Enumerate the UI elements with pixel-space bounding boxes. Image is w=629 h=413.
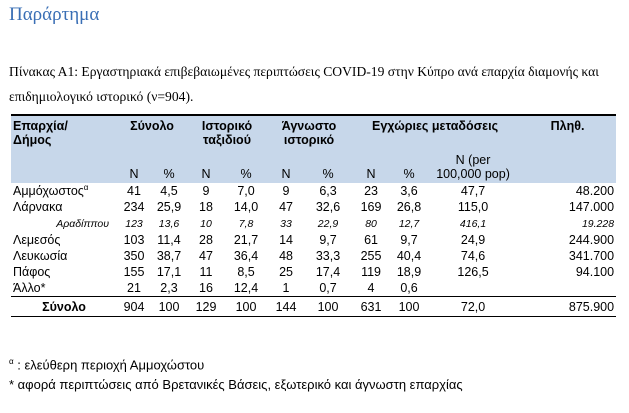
- cell-total-pct: 13,6: [158, 217, 180, 230]
- footnote-a-text: : ελεύθερη περιοχή Αμμοχώστου: [13, 357, 205, 373]
- cell-unknown-pct: 17,4: [315, 265, 341, 279]
- cell-local-pct: 3,6: [400, 184, 418, 198]
- cell-region: [11, 232, 117, 248]
- region-footnote-mark: α: [83, 183, 89, 193]
- cell-unknown-pct: 32,6: [315, 200, 341, 214]
- subheader-n: N: [187, 149, 225, 183]
- table-row: [11, 199, 616, 215]
- cell-rate: 126,5: [457, 265, 489, 279]
- cell-total-n: 103: [123, 233, 145, 247]
- cell-region: [11, 248, 117, 264]
- header-row-1: [11, 115, 616, 149]
- header-unknown: [267, 115, 351, 149]
- cell-unknown-n: 47: [279, 200, 293, 214]
- header-unknown-text: Άγνωστο ιστορικό: [281, 119, 337, 147]
- cell-travel-n: 16: [199, 281, 213, 295]
- cell-travel-pct: 8,5: [237, 265, 255, 279]
- cell-rate: 74,6: [460, 249, 486, 263]
- cell-travel-n: 129: [187, 297, 225, 317]
- cell-total-pct: 2,3: [160, 281, 178, 295]
- cell-unknown-n: 33: [280, 217, 292, 230]
- cell-total-n: 234: [123, 200, 145, 214]
- cell-travel-pct: 21,7: [233, 233, 259, 247]
- cell-unknown-pct: 22,9: [317, 217, 339, 230]
- cell-unknown-n: 9: [282, 184, 290, 198]
- cell-local-pct: 100: [391, 297, 427, 317]
- region-name: Αμμόχωστος: [13, 184, 84, 199]
- cell-rate: 416,1: [459, 217, 487, 230]
- header-region-text: Επαρχία/ Δήμος: [13, 119, 68, 147]
- cell-unknown-n: 144: [267, 297, 305, 317]
- subheader-pct: %: [305, 149, 351, 183]
- cell-local-n: 255: [360, 249, 382, 263]
- cell-total-pct: 11,4: [157, 233, 181, 247]
- header-local: Εγχώριες μεταδόσεις: [351, 115, 519, 149]
- cell-rate: 24,9: [460, 233, 486, 247]
- subheader-pct: %: [225, 149, 267, 183]
- header-travel-text: Ιστορικό ταξιδιού: [201, 119, 253, 147]
- cell-population: 875.900: [519, 297, 616, 317]
- table-row: [11, 280, 616, 297]
- cell-travel-pct: 100: [225, 297, 267, 317]
- cell-local-pct: 12,7: [398, 217, 420, 230]
- cell-rate: 47,7: [460, 184, 486, 198]
- cell-travel-pct: 7,8: [238, 217, 254, 230]
- cell-region: [11, 280, 117, 297]
- subheader-pct: %: [391, 149, 427, 183]
- cell-total-pct: 100: [151, 297, 187, 317]
- region-name: Λευκωσία: [13, 249, 68, 263]
- subheader-per100k-text: N (per 100,000 pop): [436, 153, 510, 181]
- cell-rate: 115,0: [457, 200, 489, 214]
- cell-unknown-n: 48: [279, 249, 293, 263]
- cell-population: [519, 280, 616, 297]
- cell-local-pct: 26,8: [396, 200, 422, 214]
- table-caption: Πίνακας Α1: Εργαστηριακά επιβεβαιωμένες περιπτώσεις COVID-19 στην Κύπρο ανά επαρχία διαμονής και επιδημιολογικό ιστορικό (ν=904).: [9, 64, 599, 104]
- footnote-star: * αφορά περιπτώσεις από Βρετανικές Βάσεις, εξωτερικό και άγνωστη επαρχίας: [9, 377, 463, 392]
- cell-total-n: 350: [123, 249, 145, 263]
- cell-total-pct: 17,1: [156, 265, 182, 279]
- header-region: [11, 115, 117, 183]
- cell-total-n: 904: [117, 297, 151, 317]
- region-name: Λεμεσός: [13, 233, 61, 247]
- cell-unknown-pct: 6,3: [319, 184, 337, 198]
- cell-total-n: 21: [127, 281, 141, 295]
- cell-local-n: 169: [360, 200, 382, 214]
- cell-local-n: 631: [351, 297, 391, 317]
- cell-unknown-n: 14: [279, 233, 293, 247]
- cell-local-n: 80: [365, 217, 377, 230]
- cell-population: 341.700: [568, 249, 615, 263]
- cell-unknown-pct: 9,7: [319, 233, 337, 247]
- cell-region: [11, 199, 117, 215]
- cell-travel-pct: 12,4: [233, 281, 259, 295]
- cell-population: 244.900: [568, 233, 615, 247]
- cell-region: [11, 183, 117, 199]
- cell-local-pct: 0,6: [400, 281, 418, 295]
- cell-travel-n: 11: [199, 265, 213, 279]
- cell-local-pct: 40,4: [396, 249, 422, 263]
- cell-total-pct: 25,9: [156, 200, 182, 214]
- cell-population: 19.228: [581, 217, 615, 230]
- appendix-heading: Παράρτημα: [9, 4, 100, 25]
- header-population: Πληθ.: [519, 115, 616, 149]
- subheader-n: N: [117, 149, 151, 183]
- cell-total-pct: 38,7: [156, 249, 182, 263]
- region-name: Πάφος: [13, 265, 51, 279]
- cell-rate: [427, 280, 519, 297]
- table-row: [11, 215, 616, 232]
- cell-total-n: 41: [127, 184, 141, 198]
- cell-local-n: 61: [364, 233, 378, 247]
- cell-travel-pct: 7,0: [237, 184, 255, 198]
- region-name: Αραδίππου: [56, 217, 109, 230]
- footnote-a-mark: α: [9, 357, 14, 366]
- region-name: Λάρνακα: [13, 200, 63, 214]
- table-body: [11, 183, 616, 317]
- cell-local-pct: 9,7: [400, 233, 418, 247]
- cell-travel-n: 47: [199, 249, 213, 263]
- cell-region: Σύνολο: [11, 297, 117, 317]
- cell-total-n: 155: [123, 265, 145, 279]
- cell-local-n: 23: [364, 184, 378, 198]
- region-name: Άλλο*: [13, 281, 46, 295]
- covid-cases-table: [11, 114, 616, 317]
- subheader-pct: %: [151, 149, 187, 183]
- cell-population: 147.000: [568, 200, 615, 214]
- cell-total-pct: 4,5: [160, 184, 178, 198]
- cell-rate: 72,0: [427, 297, 519, 317]
- cell-total-n: 123: [125, 217, 143, 230]
- cell-local-n: 119: [361, 265, 381, 279]
- cell-travel-pct: 14,0: [233, 200, 259, 214]
- table-row-total: [11, 297, 616, 317]
- cell-travel-pct: 36,4: [233, 249, 259, 263]
- cell-unknown-pct: 33,3: [315, 249, 341, 263]
- footnote-a: [9, 357, 204, 372]
- cell-local-pct: 18,9: [396, 265, 422, 279]
- subheader-n: N: [351, 149, 391, 183]
- cell-population: 48.200: [575, 184, 615, 198]
- cell-travel-n: 18: [199, 200, 213, 214]
- table-row: [11, 183, 616, 199]
- cell-travel-n: 28: [199, 233, 213, 247]
- header-total: Σύνολο: [117, 115, 187, 149]
- cell-local-n: 4: [367, 281, 375, 295]
- table-row: [11, 232, 616, 248]
- subheader-n: N: [267, 149, 305, 183]
- table-row: [11, 264, 616, 280]
- table-row: [11, 248, 616, 264]
- subheader-empty: [519, 149, 616, 183]
- cell-population: 94.100: [575, 265, 615, 279]
- cell-travel-n: 9: [202, 184, 210, 198]
- cell-travel-n: 10: [200, 217, 212, 230]
- cell-region: [11, 215, 117, 232]
- cell-unknown-n: 1: [282, 281, 290, 295]
- cell-unknown-n: 25: [279, 265, 293, 279]
- subheader-per100k: [427, 149, 519, 183]
- header-travel: [187, 115, 267, 149]
- cell-unknown-pct: 0,7: [319, 281, 337, 295]
- cell-region: [11, 264, 117, 280]
- cell-unknown-pct: 100: [305, 297, 351, 317]
